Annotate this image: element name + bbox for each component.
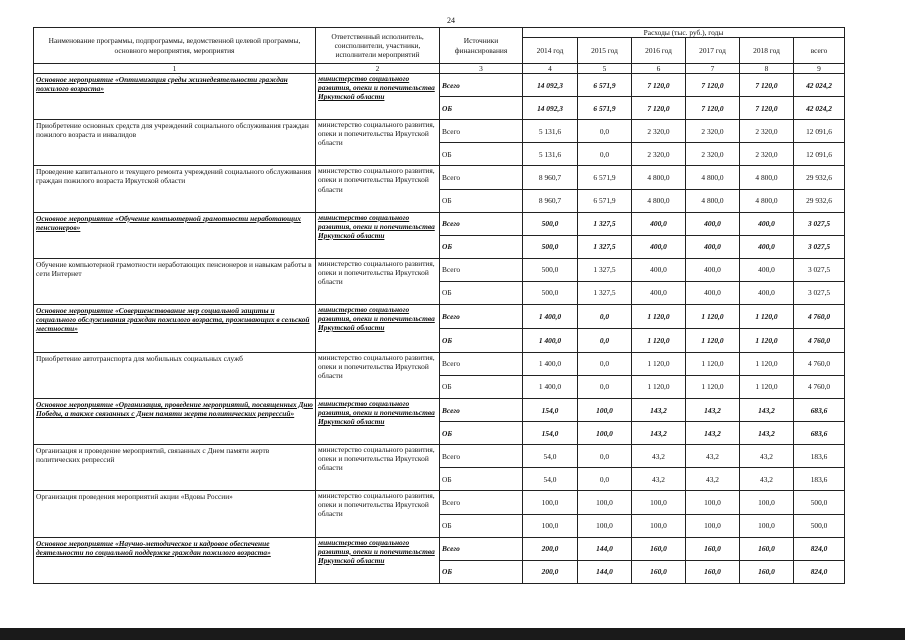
expense-value: 500,0 <box>523 258 578 281</box>
main-activity-row <box>34 212 845 235</box>
expense-value: 143,2 <box>632 422 686 445</box>
header-total: всего <box>794 38 845 64</box>
expense-value: 400,0 <box>740 235 794 258</box>
expense-value: 2 320,0 <box>686 120 740 143</box>
expense-value: 0,0 <box>578 468 632 491</box>
funding-source: Всего <box>440 491 523 514</box>
expense-value: 6 571,9 <box>578 97 632 120</box>
expense-value: 100,0 <box>578 399 632 422</box>
activity-row <box>34 352 845 375</box>
expense-value: 400,0 <box>686 281 740 304</box>
expense-value: 160,0 <box>740 560 794 583</box>
expense-value: 43,2 <box>686 468 740 491</box>
expense-value: 100,0 <box>632 514 686 537</box>
expense-value: 6 571,9 <box>578 166 632 189</box>
header-year: 2016 год <box>632 38 686 64</box>
main-activity-row <box>34 74 845 97</box>
column-index: 2 <box>316 64 440 74</box>
expense-value: 100,0 <box>578 422 632 445</box>
expense-total: 183,6 <box>794 445 845 468</box>
expense-total: 3 027,5 <box>794 281 845 304</box>
expense-total: 500,0 <box>794 491 845 514</box>
activity-name: Основное мероприятие «Обучение компьютерной грамотности неработающих пенсионеров» <box>34 212 316 258</box>
expense-value: 43,2 <box>740 468 794 491</box>
expense-value: 1 120,0 <box>686 375 740 398</box>
header-program-name: Наименование программы, подпрограммы, ведомственной целевой программы, основного мероприятия, мероприятия <box>34 28 316 64</box>
expense-value: 1 120,0 <box>686 305 740 329</box>
expense-value: 1 400,0 <box>523 328 578 352</box>
expense-value: 1 120,0 <box>632 352 686 375</box>
expense-value: 144,0 <box>578 560 632 583</box>
funding-source: ОБ <box>440 422 523 445</box>
responsible-executor: министерство социального развития, опеки и попечительства Иркутской области <box>316 120 440 166</box>
funding-source: Всего <box>440 445 523 468</box>
expense-value: 43,2 <box>740 445 794 468</box>
expense-value: 4 800,0 <box>632 166 686 189</box>
expense-value: 43,2 <box>632 445 686 468</box>
expense-value: 14 092,3 <box>523 97 578 120</box>
expense-value: 43,2 <box>686 445 740 468</box>
expense-total: 3 027,5 <box>794 258 845 281</box>
expense-value: 400,0 <box>740 212 794 235</box>
activity-name: Основное мероприятие «Оптимизация среды жизнедеятельности граждан пожилого возраста» <box>34 74 316 120</box>
funding-source: Всего <box>440 258 523 281</box>
expense-value: 400,0 <box>632 281 686 304</box>
responsible-executor: министерство социального развития, опеки и попечительства Иркутской области <box>316 399 440 445</box>
funding-source: ОБ <box>440 468 523 491</box>
expense-value: 4 800,0 <box>740 189 794 212</box>
expense-value: 14 092,3 <box>523 74 578 97</box>
responsible-executor: министерство социального развития, опеки и попечительства Иркутской области <box>316 491 440 537</box>
column-index: 9 <box>794 64 845 74</box>
expense-value: 143,2 <box>740 399 794 422</box>
expense-value: 400,0 <box>632 212 686 235</box>
expense-value: 7 120,0 <box>632 74 686 97</box>
expense-value: 160,0 <box>686 560 740 583</box>
expense-value: 8 960,7 <box>523 189 578 212</box>
header-year: 2017 год <box>686 38 740 64</box>
column-index: 4 <box>523 64 578 74</box>
expense-value: 4 800,0 <box>632 189 686 212</box>
expense-value: 400,0 <box>686 235 740 258</box>
column-index: 1 <box>34 64 316 74</box>
funding-source: ОБ <box>440 189 523 212</box>
funding-source: ОБ <box>440 281 523 304</box>
expense-value: 100,0 <box>632 491 686 514</box>
expense-value: 7 120,0 <box>686 97 740 120</box>
expense-value: 154,0 <box>523 399 578 422</box>
expense-value: 400,0 <box>632 235 686 258</box>
expense-value: 160,0 <box>632 560 686 583</box>
scan-bottom-edge <box>0 628 905 640</box>
expense-total: 42 024,2 <box>794 74 845 97</box>
expense-value: 0,0 <box>578 120 632 143</box>
expense-value: 143,2 <box>632 399 686 422</box>
responsible-executor: министерство социального развития, опеки и попечительства Иркутской области <box>316 212 440 258</box>
expense-value: 5 131,6 <box>523 143 578 166</box>
funding-source: Всего <box>440 212 523 235</box>
expense-value: 6 571,9 <box>578 189 632 212</box>
activity-name: Основное мероприятие «Организация, проведение мероприятий, посвященных Дню Победы, а также связанных с Днем памяти жертв политических репрессий» <box>34 399 316 445</box>
table-body <box>34 74 845 584</box>
column-index: 5 <box>578 64 632 74</box>
expense-value: 100,0 <box>578 514 632 537</box>
expense-value: 2 320,0 <box>740 120 794 143</box>
expense-value: 4 800,0 <box>686 166 740 189</box>
activity-row <box>34 491 845 514</box>
budget-table <box>33 27 845 584</box>
expense-total: 29 932,6 <box>794 166 845 189</box>
expense-total: 824,0 <box>794 560 845 583</box>
expense-value: 7 120,0 <box>740 74 794 97</box>
main-activity-row <box>34 305 845 329</box>
expense-value: 100,0 <box>686 491 740 514</box>
expense-value: 160,0 <box>686 537 740 560</box>
header-executor: Ответственный исполнитель, соисполнители, участники, исполнители мероприятий <box>316 28 440 64</box>
header-year: 2015 год <box>578 38 632 64</box>
expense-total: 3 027,5 <box>794 235 845 258</box>
expense-value: 400,0 <box>686 258 740 281</box>
expense-value: 2 320,0 <box>632 120 686 143</box>
expense-total: 500,0 <box>794 514 845 537</box>
expense-value: 1 400,0 <box>523 305 578 329</box>
funding-source: Всего <box>440 74 523 97</box>
expense-value: 1 120,0 <box>740 328 794 352</box>
responsible-executor: министерство социального развития, опеки и попечительства Иркутской области <box>316 258 440 304</box>
expense-value: 0,0 <box>578 375 632 398</box>
responsible-executor: министерство социального развития, опеки и попечительства Иркутской области <box>316 166 440 212</box>
expense-value: 1 120,0 <box>686 352 740 375</box>
expense-value: 54,0 <box>523 445 578 468</box>
expense-value: 143,2 <box>740 422 794 445</box>
expense-value: 7 120,0 <box>686 74 740 97</box>
expense-value: 1 400,0 <box>523 352 578 375</box>
funding-source: ОБ <box>440 143 523 166</box>
expense-value: 100,0 <box>523 514 578 537</box>
funding-source: ОБ <box>440 514 523 537</box>
expense-value: 0,0 <box>578 305 632 329</box>
expense-total: 183,6 <box>794 468 845 491</box>
activity-row <box>34 120 845 143</box>
expense-value: 400,0 <box>740 281 794 304</box>
expense-value: 200,0 <box>523 537 578 560</box>
funding-source: ОБ <box>440 560 523 583</box>
expense-total: 4 760,0 <box>794 352 845 375</box>
expense-value: 143,2 <box>686 422 740 445</box>
column-index: 6 <box>632 64 686 74</box>
funding-source: Всего <box>440 352 523 375</box>
activity-name: Приобретение автотранспорта для мобильных социальных служб <box>34 352 316 398</box>
expense-value: 100,0 <box>578 491 632 514</box>
expense-value: 5 131,6 <box>523 120 578 143</box>
expense-value: 1 120,0 <box>740 375 794 398</box>
activity-name: Организация и проведение мероприятий, связанных с Днем памяти жертв политических репрессий <box>34 445 316 491</box>
main-activity-row <box>34 399 845 422</box>
expense-value: 7 120,0 <box>632 97 686 120</box>
activity-name: Приобретение основных средств для учреждений социального обслуживания граждан пожилого возраста и инвалидов <box>34 120 316 166</box>
column-index: 8 <box>740 64 794 74</box>
expense-total: 12 091,6 <box>794 120 845 143</box>
responsible-executor: министерство социального развития, опеки и попечительства Иркутской области <box>316 305 440 353</box>
expense-value: 1 327,5 <box>578 281 632 304</box>
expense-value: 6 571,9 <box>578 74 632 97</box>
responsible-executor: министерство социального развития, опеки и попечительства Иркутской области <box>316 352 440 398</box>
expense-value: 4 800,0 <box>740 166 794 189</box>
expense-value: 7 120,0 <box>740 97 794 120</box>
responsible-executor: министерство социального развития, опеки и попечительства Иркутской области <box>316 74 440 120</box>
column-index: 7 <box>686 64 740 74</box>
expense-value: 54,0 <box>523 468 578 491</box>
expense-value: 1 120,0 <box>632 375 686 398</box>
expense-value: 0,0 <box>578 328 632 352</box>
column-index: 3 <box>440 64 523 74</box>
expense-value: 400,0 <box>686 212 740 235</box>
expense-value: 1 327,5 <box>578 212 632 235</box>
expense-value: 0,0 <box>578 445 632 468</box>
expense-total: 3 027,5 <box>794 212 845 235</box>
activity-name: Основное мероприятие «Совершенствование мер социальной защиты и социального обслуживания граждан пожилого возраста, проживающих в сельской местности» <box>34 305 316 353</box>
expense-value: 500,0 <box>523 235 578 258</box>
expense-value: 1 120,0 <box>686 328 740 352</box>
activity-row <box>34 258 845 281</box>
funding-source: Всего <box>440 537 523 560</box>
expense-value: 500,0 <box>523 281 578 304</box>
expense-value: 400,0 <box>632 258 686 281</box>
expense-value: 2 320,0 <box>686 143 740 166</box>
expense-total: 12 091,6 <box>794 143 845 166</box>
funding-source: Всего <box>440 305 523 329</box>
expense-value: 160,0 <box>632 537 686 560</box>
funding-source: ОБ <box>440 235 523 258</box>
activity-row <box>34 166 845 189</box>
responsible-executor: министерство социального развития, опеки и попечительства Иркутской области <box>316 537 440 583</box>
expense-value: 2 320,0 <box>632 143 686 166</box>
expense-value: 1 327,5 <box>578 235 632 258</box>
expense-total: 683,6 <box>794 422 845 445</box>
page-number: 24 <box>447 16 455 25</box>
expense-value: 200,0 <box>523 560 578 583</box>
header-year: 2018 год <box>740 38 794 64</box>
expense-value: 1 327,5 <box>578 258 632 281</box>
funding-source: ОБ <box>440 97 523 120</box>
expense-total: 42 024,2 <box>794 97 845 120</box>
expense-value: 4 800,0 <box>686 189 740 212</box>
header-expenses: Расходы (тыс. руб.), годы <box>523 28 845 38</box>
expense-value: 1 120,0 <box>740 352 794 375</box>
expense-value: 500,0 <box>523 212 578 235</box>
funding-source: Всего <box>440 399 523 422</box>
expense-value: 0,0 <box>578 143 632 166</box>
responsible-executor: министерство социального развития, опеки и попечительства Иркутской области <box>316 445 440 491</box>
expense-total: 683,6 <box>794 399 845 422</box>
expense-value: 1 120,0 <box>632 305 686 329</box>
expense-value: 0,0 <box>578 352 632 375</box>
expense-value: 100,0 <box>523 491 578 514</box>
expense-value: 1 120,0 <box>632 328 686 352</box>
expense-value: 100,0 <box>740 514 794 537</box>
expense-value: 1 120,0 <box>740 305 794 329</box>
expense-total: 29 932,6 <box>794 189 845 212</box>
activity-row <box>34 445 845 468</box>
expense-value: 8 960,7 <box>523 166 578 189</box>
activity-name: Основное мероприятие «Научно-методическое и кадровое обеспечение деятельности по социальной поддержке граждан пожилого возраста» <box>34 537 316 583</box>
expense-value: 2 320,0 <box>740 143 794 166</box>
expense-total: 4 760,0 <box>794 305 845 329</box>
expense-total: 4 760,0 <box>794 375 845 398</box>
activity-name: Проведение капитального и текущего ремонта учреждений социального обслуживания граждан пожилого возраста Иркутской области <box>34 166 316 212</box>
expense-total: 4 760,0 <box>794 328 845 352</box>
header-funding-source: Источники финансирования <box>440 28 523 64</box>
expense-value: 144,0 <box>578 537 632 560</box>
expense-value: 154,0 <box>523 422 578 445</box>
activity-name: Организация проведения мероприятий акции «Вдовы России» <box>34 491 316 537</box>
expense-value: 160,0 <box>740 537 794 560</box>
activity-name: Обучение компьютерной грамотности неработающих пенсионеров и навыкам работы в сети Интернет <box>34 258 316 304</box>
expense-value: 143,2 <box>686 399 740 422</box>
expense-value: 1 400,0 <box>523 375 578 398</box>
funding-source: Всего <box>440 120 523 143</box>
funding-source: Всего <box>440 166 523 189</box>
expense-value: 400,0 <box>740 258 794 281</box>
funding-source: ОБ <box>440 328 523 352</box>
main-activity-row <box>34 537 845 560</box>
header-year: 2014 год <box>523 38 578 64</box>
expense-total: 824,0 <box>794 537 845 560</box>
expense-value: 100,0 <box>740 491 794 514</box>
expense-value: 100,0 <box>686 514 740 537</box>
expense-value: 43,2 <box>632 468 686 491</box>
funding-source: ОБ <box>440 375 523 398</box>
